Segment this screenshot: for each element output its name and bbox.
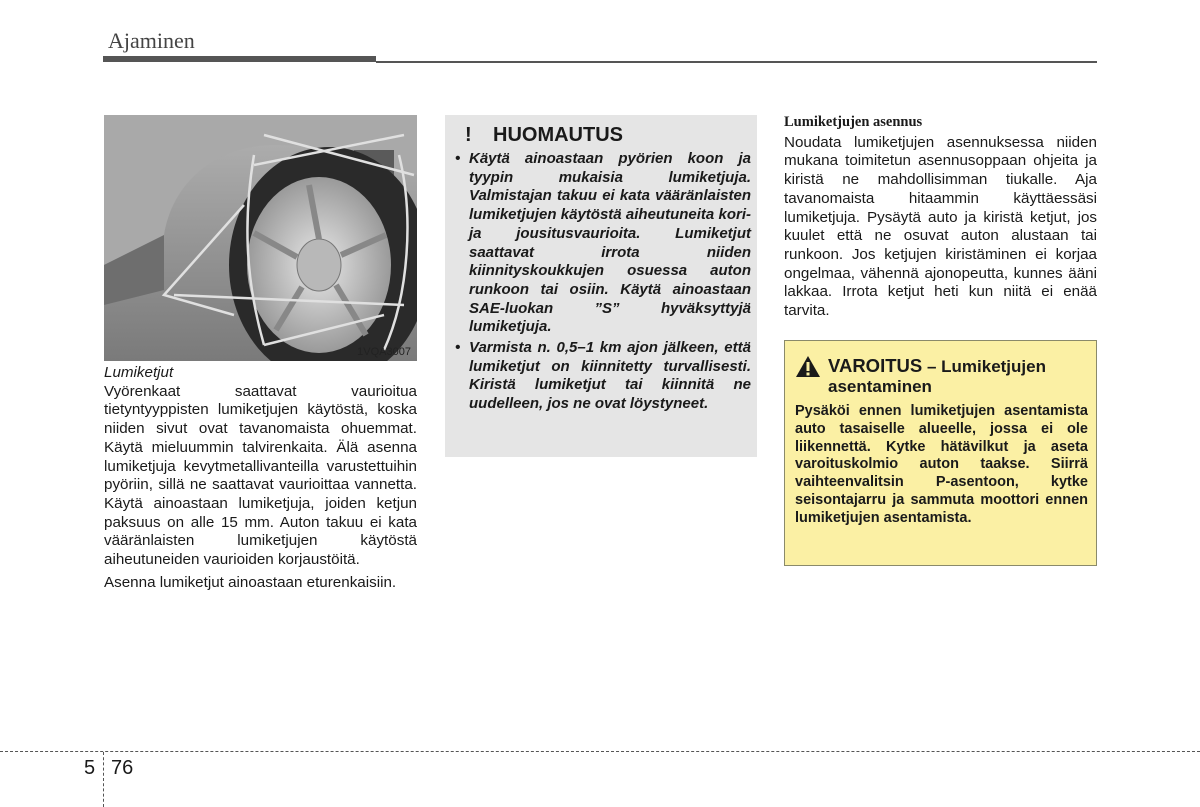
notice-title bbox=[465, 124, 623, 147]
warning-box bbox=[784, 340, 1097, 566]
figure-code-label: 1VQA3007 bbox=[357, 346, 411, 358]
body-paragraph: Vyörenkaat saattavat vaurioitua tietyntyyppisten lumiketjujen käytöstä, koska niiden sivut ovat tavanomaista ohuemmat. Käytä mieluummin talvirenkaita. Älä asenna lumiketjuja kevytmetallivanteilla varustettuihin pyöriin, sillä ne saattavat vaurioittaa vannetta. Käytä ainoastaan lumiketjuja, joiden ketjun paksuus on alle 15 mm. Auton takuu ei kata vääränlaisten lumiketjujen käytöstä aiheutuneiden vaurioiden korjaustöitä. bbox=[104, 382, 417, 569]
snow-chain-figure bbox=[104, 115, 417, 361]
notice-title-text: HUOMAUTUS bbox=[493, 124, 623, 146]
tire-with-chain-illustration bbox=[104, 115, 417, 361]
body-paragraph: Noudata lumiketjujen asennuksessa niiden mukana toimitetun asennusoppaan ohjeita ja kiristä ne mahdollisimman tiukalle. Aja tavanomaista hitaammin käyttäessäsi lumiketjuja. Pysäytä auto ja kiristä ketjut, jos kuulet että ne osuvat auton alustaan tai runkoon. Jos ketjujen kiristäminen ei korjaa ongelmaa, vähennä ajonopeutta, kunnes ääni lakkaa. Irrota ketjut heti kun niitä ei enää tarvita. bbox=[784, 133, 1097, 320]
warning-text: Pysäköi ennen lumiketjujen asentamista auto tasaiselle alueelle, jossa ei ole liikennettä. Kytke hätävilkut ja aseta varoituskolmio auton taakse. Siirrä vaihteenvalitsin P-asentoon, kytke seisontajarru ja sammuta moottori ennen lumiketjujen asentamista. bbox=[795, 403, 1088, 526]
list-item bbox=[455, 150, 751, 337]
list-item-text: Varmista n. 0,5–1 km ajon jälkeen, että lumiketjut on kiinnitetty turvallisesti. Kiristä lumiketjut tai kiinnitä ne uudelleen, jos ne ovat löystyneet. bbox=[469, 339, 751, 413]
warning-triangle-icon bbox=[795, 355, 821, 378]
right-column bbox=[784, 113, 1097, 321]
warning-title-rest: – Lumiketjujen asentaminen bbox=[828, 357, 1046, 396]
footer-divider bbox=[103, 752, 104, 807]
exclamation-icon: ! bbox=[465, 124, 472, 146]
notice-box bbox=[445, 115, 757, 457]
footer-rule bbox=[0, 751, 1200, 752]
section-heading: Lumiketjujen asennus bbox=[784, 114, 923, 130]
warning-title bbox=[828, 356, 1088, 397]
section-number: 5 bbox=[84, 757, 96, 779]
list-item bbox=[455, 339, 751, 414]
bullet-icon: • bbox=[455, 150, 461, 167]
page-header-title: Ajaminen bbox=[108, 28, 195, 53]
figure-caption: Lumiketjut bbox=[104, 364, 174, 381]
header-rule-thin bbox=[376, 61, 1097, 63]
warning-title-main: VAROITUS bbox=[828, 355, 923, 376]
body-paragraph: Asenna lumiketjut ainoastaan eturenkaisiin. bbox=[104, 573, 397, 591]
list-item-text: Käytä ainoastaan pyörien koon ja tyypin mukaisia lumiketjuja. Valmistajan takuu ei kata vääränlaisten lumiketjujen käytöstä aiheutuneita kori- ja jousitusvaurioita. Lumiketjut saattavat irrota niiden kiinnityskoukkujen osuessa auton runkoon tai osiin. Käytä ainoastaan SAE-luokan ”S” hyväksyttyjä lumiketjuja. bbox=[469, 150, 751, 336]
left-column bbox=[104, 364, 417, 596]
page-number: 76 bbox=[111, 757, 134, 779]
header-rule bbox=[103, 56, 376, 62]
bullet-icon: • bbox=[455, 339, 461, 357]
notice-list bbox=[455, 150, 751, 416]
